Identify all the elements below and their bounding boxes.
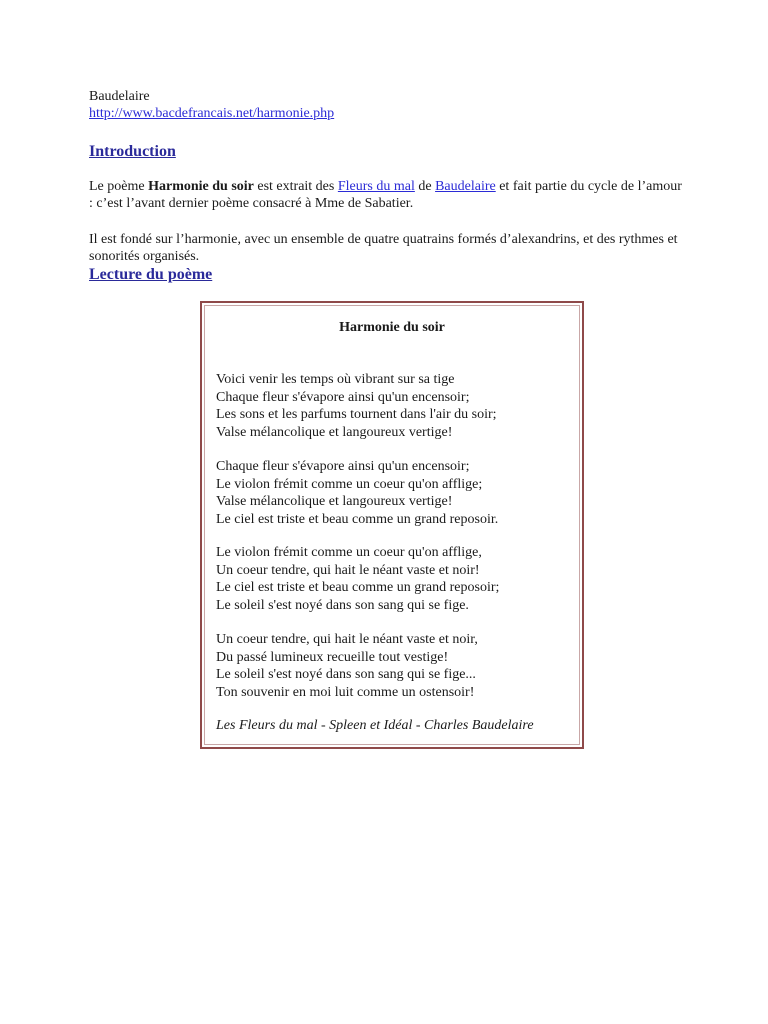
poem-line: Le soleil s'est noyé dans son sang qui se fige... (216, 667, 476, 682)
introduction-heading[interactable]: Introduction (89, 143, 176, 160)
poem-line: Le ciel est triste et beau comme un grand reposoir. (216, 511, 499, 527)
poem-line: Chaque fleur s'évapore ainsi qu'un encensoir; (216, 389, 470, 405)
author-name: Baudelaire (89, 89, 150, 104)
stanza-2 (216, 458, 576, 528)
poem-line: Un coeur tendre, qui hait le néant vaste et noir, (216, 632, 478, 647)
poem-line: Valse mélancolique et langoureux vertige! (216, 494, 453, 509)
intro-text-mid2: de (414, 179, 436, 194)
introduction-paragraph-2: Il est fondé sur l’harmonie, avec un ensemble de quatre quatrains formés d’alexandrins, et des rythmes et sonorités organisés. (89, 232, 678, 264)
poem-title: Harmonie du soir (339, 320, 445, 335)
intro-text-before: Le poème (89, 179, 149, 194)
poem-line: Ton souvenir en moi luit comme un ostensoir! (216, 684, 475, 700)
document-page (89, 88, 689, 283)
stanza-4 (216, 631, 576, 701)
source-url-link[interactable]: http://www.bacdefrancais.net/harmonie.php (89, 106, 335, 121)
poem-line: Voici venir les temps où vibrant sur sa tige (216, 372, 455, 387)
poem-line: Le violon frémit comme un coeur qu'on afflige; (216, 476, 483, 492)
poem-line: Le ciel est triste et beau comme un grand reposoir; (216, 580, 500, 595)
poem-line: Chaque fleur s'évapore ainsi qu'un encensoir; (216, 459, 470, 474)
poem-box (200, 301, 584, 749)
stanza-3 (216, 544, 576, 614)
fleurs-du-mal-link[interactable]: Fleurs du mal (337, 179, 415, 194)
poem-line: Le violon frémit comme un coeur qu'on afflige, (216, 545, 482, 560)
poem-line: Du passé lumineux recueille tout vestige! (216, 649, 449, 665)
stanza-1 (216, 371, 576, 441)
baudelaire-link[interactable]: Baudelaire (435, 179, 496, 194)
poem-line: Les sons et les parfums tournent dans l'air du soir; (216, 407, 497, 422)
intro-text-after: et fait partie du cycle de l’amour : c’est l’avant dernier poème consacré à Mme de Sabatier. (89, 179, 682, 211)
poem-title-bold: Harmonie du soir (148, 179, 254, 194)
poem-line: Le soleil s'est noyé dans son sang qui se fige. (216, 597, 469, 613)
poem-source: Les Fleurs du mal - Spleen et Idéal - Charles Baudelaire (216, 718, 534, 733)
poem-line: Valse mélancolique et langoureux vertige! (216, 424, 453, 440)
intro-text-mid1: est extrait des (253, 179, 338, 194)
introduction-paragraph-1 (89, 178, 689, 212)
lecture-heading[interactable]: Lecture du poème (89, 266, 213, 283)
poem-line: Un coeur tendre, qui hait le néant vaste et noir! (216, 562, 480, 578)
